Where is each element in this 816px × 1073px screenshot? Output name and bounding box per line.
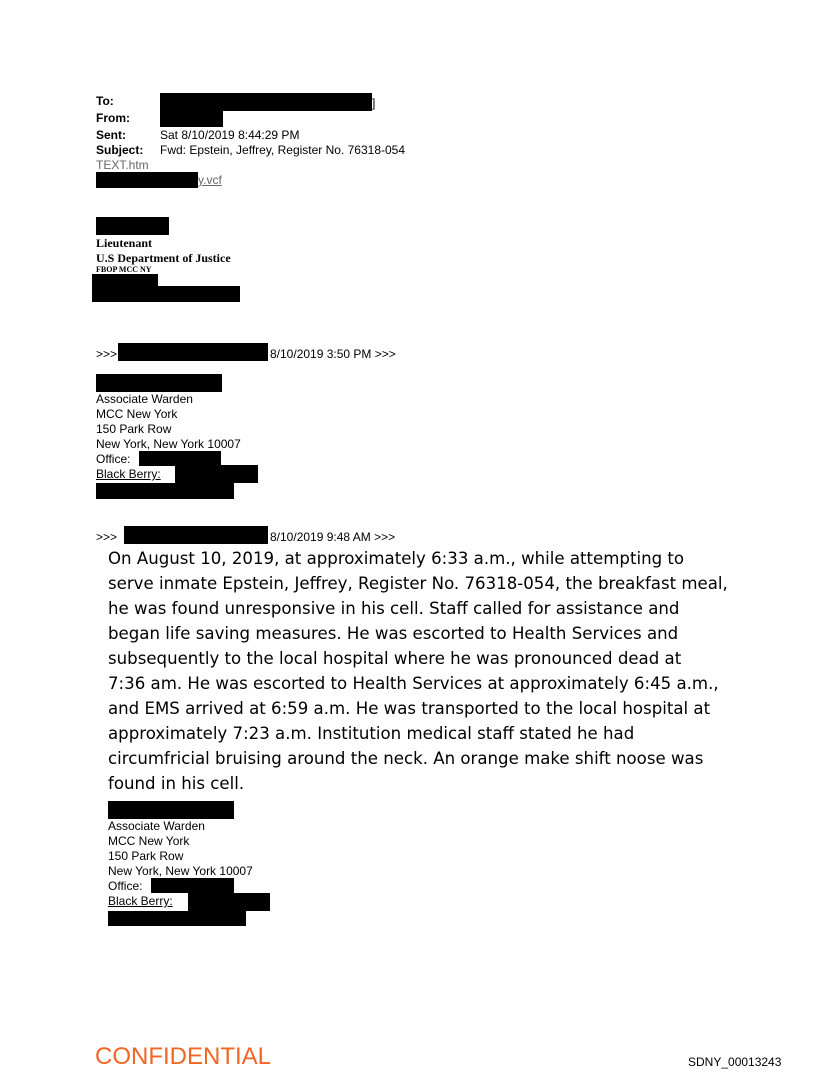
body-line: he was found unresponsive in his cell. Staff called for assistance and <box>108 599 680 618</box>
confidential-label: CONFIDENTIAL <box>95 1043 272 1070</box>
forward2-datetime: 8/10/2019 9:48 AM >>> <box>270 530 396 544</box>
redaction-forward2-office <box>151 878 234 893</box>
redaction-attachment <box>96 172 198 188</box>
forward1-sig-line2: MCC New York <box>96 407 178 421</box>
from-label: From: <box>96 111 130 125</box>
forward2-office-label: Office: <box>108 879 143 893</box>
forward1-blackberry-label: Black Berry: <box>96 467 161 481</box>
attachment-vcf[interactable]: y.vcf <box>198 173 222 187</box>
body-line: approximately 7:23 a.m. Institution medical staff stated he had <box>108 724 635 743</box>
body-line: On August 10, 2019, at approximately 6:33 a.m., while attempting to <box>108 549 685 568</box>
forward1-sig-line4: New York, New York 10007 <box>96 437 241 451</box>
forward1-prefix: >>> <box>96 347 118 361</box>
redaction-sig1-b <box>92 286 240 302</box>
forward1-office-label: Office: <box>96 452 131 466</box>
body-line: circumfricial bruising around the neck. An orange make shift noose was <box>108 749 704 768</box>
redaction-forward1-office <box>139 451 221 466</box>
redaction-forward2-extra <box>108 911 246 926</box>
redaction-forward1-blackberry <box>175 465 258 483</box>
sig1-title: Lieutenant <box>96 236 153 250</box>
redaction-from <box>160 111 223 127</box>
redaction-forward1-extra <box>96 483 234 499</box>
to-label: To: <box>96 94 114 108</box>
body-line: and EMS arrived at 6:59 a.m. He was transported to the local hospital at <box>108 699 711 718</box>
sent-label: Sent: <box>96 128 126 142</box>
bates-number: SDNY_00013243 <box>688 1055 782 1069</box>
forward2-sig-line4: New York, New York 10007 <box>108 864 253 878</box>
redaction-forward2-sender <box>124 526 268 544</box>
sig1-dept: U.S Department of Justice <box>96 251 231 265</box>
subject-label: Subject: <box>96 143 144 157</box>
body-line: 7:36 am. He was escorted to Health Services at approximately 6:45 a.m., <box>108 674 719 693</box>
forward2-prefix: >>> <box>96 530 118 544</box>
redaction-sig1-name <box>96 217 169 235</box>
redaction-forward1-name <box>96 374 222 392</box>
subject-value: Fwd: Epstein, Jeffrey, Register No. 76318-054 <box>160 143 406 157</box>
forward2-blackberry-label: Black Berry: <box>108 894 173 908</box>
body-line: serve inmate Epstein, Jeffrey, Register No. 76318-054, the breakfast meal, <box>108 574 728 593</box>
forward2-sig-title: Associate Warden <box>108 819 205 833</box>
forward1-datetime: 8/10/2019 3:50 PM >>> <box>270 347 396 361</box>
forward1-sig-title: Associate Warden <box>96 392 193 406</box>
sig1-unit: FBOP MCC NY <box>96 265 152 274</box>
body-line: began life saving measures. He was escorted to Health Services and <box>108 624 679 643</box>
redaction-to <box>160 93 372 111</box>
attachment-text-htm[interactable]: TEXT.htm <box>96 158 149 172</box>
body-line: subsequently to the local hospital where he was pronounced dead at <box>108 649 682 668</box>
redaction-forward1-sender <box>118 343 268 361</box>
sent-value: Sat 8/10/2019 8:44:29 PM <box>160 128 300 142</box>
redaction-forward2-blackberry <box>188 893 270 911</box>
to-trailing-bracket: ] <box>372 96 376 110</box>
redaction-forward2-name <box>108 801 234 819</box>
forward2-sig-line2: MCC New York <box>108 834 190 848</box>
forward1-sig-line3: 150 Park Row <box>96 422 172 436</box>
message-body <box>108 546 728 796</box>
body-line: found in his cell. <box>108 774 245 793</box>
redaction-sig1-a <box>92 274 158 286</box>
forward2-sig-line3: 150 Park Row <box>108 849 184 863</box>
